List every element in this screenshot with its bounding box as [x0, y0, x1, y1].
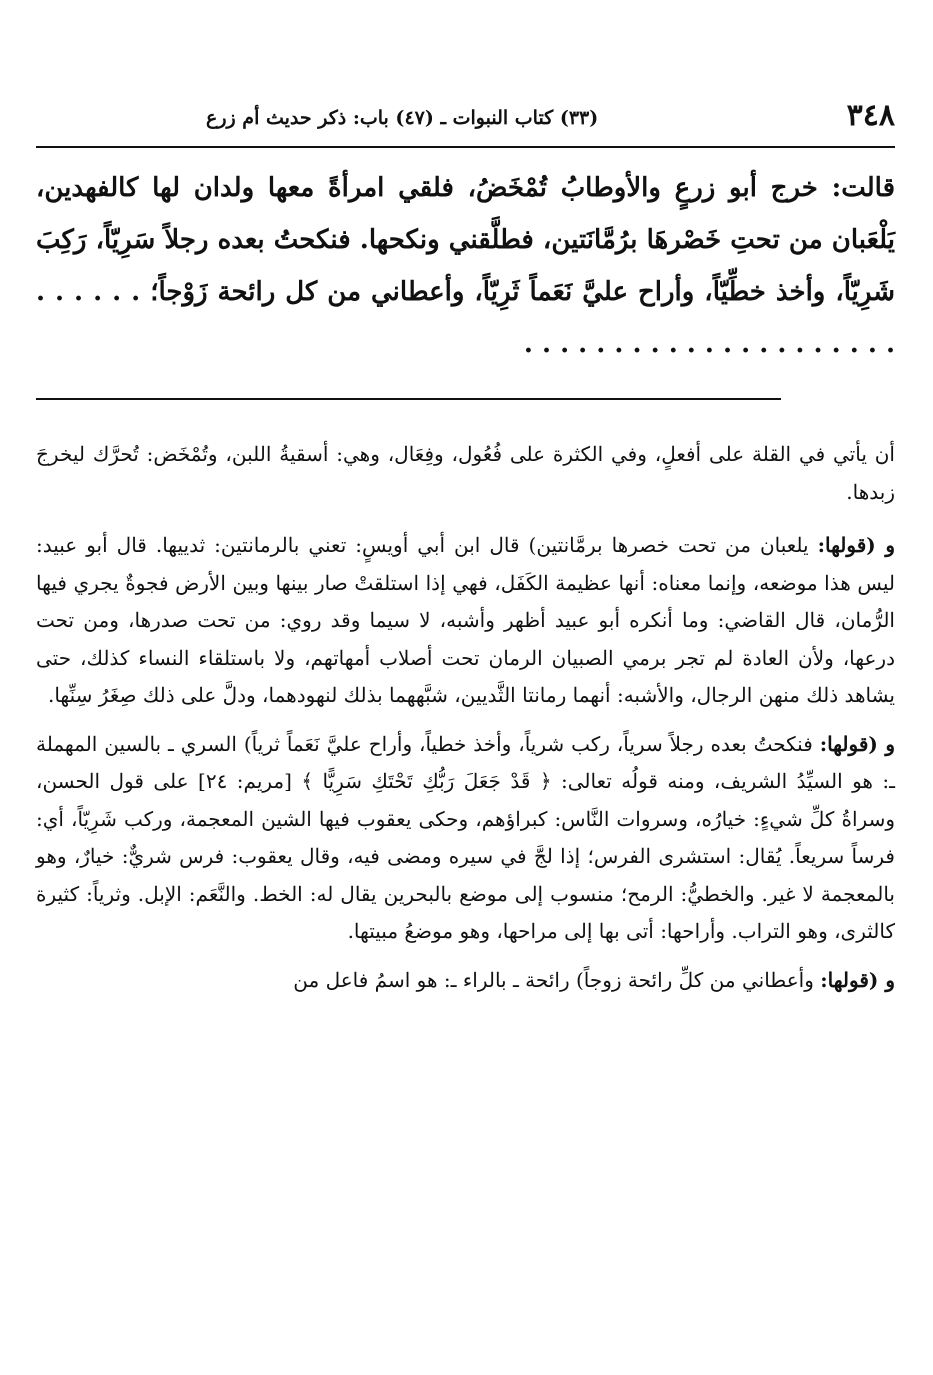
paragraph-text: يلعبان من تحت خصرها برمَّانتين) قال ابن أبي أويسٍ: تعني بالرمانتين: ثدييها. قال أبو عبيد: ليس هذا موضعه، وإنما معناه: أنها عظيمة الكَفَل، فهي إذا استلقتْ صار بينها وبين الأرض فجوةٌ يجري فيها الرُّمان، قال القاضي: وما أنكره أبو عبيد أظهر وأشبه، لا سيما وقد روي: من تحت صدرها، ومن تحت درعها، ولأن العادة لم تجر برمي الصبيان الرمان تحت أصلاب أمهاتهم، ولا باستلقاء النساء كذلك، حتى يشاهد ذلك منهن الرجال، والأشبه: أنهما رمانتا الثَّديين، شبَّههما بذلك لنهودهما، ودلَّ على ذلك صِغَرُ سِنِّها. — [36, 533, 895, 707]
commentary-paragraph — [36, 726, 895, 951]
commentary-section — [36, 436, 895, 1010]
paragraph-text: أن يأتي في القلة على أفعلٍ، وفي الكثرة على فُعُول، وفِعَال، وهي: أسقيةُ اللبن، وتُمْخَض: تُحرَّك ليخرجَ زبدها. — [36, 442, 895, 504]
hadith-paragraph — [36, 162, 895, 370]
paragraph-text: وأعطاني من كلِّ رائحة زوجاً) رائحة ـ بالراء ـ: هو اسمُ فاعل من — [293, 967, 814, 992]
paragraph-text: فنكحتُ بعده رجلاً سرياً، ركب شرياً، وأخذ خطياً، وأراح عليَّ نَعَماً ثرياً) السري ـ بالسين المهملة ـ: هو السيِّدُ الشريف، ومنه قولُه تعالى: ﴿ قَدْ جَعَلَ رَبُّكِ تَحْتَكِ سَرِيًّا ﴾ [مريم: ٢٤] على قول الحسن، وسراةُ كلِّ شيءٍ: خيارُه، وسروات النَّاس: كبراؤهم، وحكى يعقوب فيها الشين المعجمة، وركب شَرِيّاً، أي: فرساً سريعاً. يُقال: استشرى الفرس؛ إذا لجَّ في سيره ومضى فيه، وقال يعقوب: فرس شريٌّ: خيارٌ، وهو بالمعجمة لا غير. والخطيُّ: الرمح؛ منسوب إلى موضع بالبحرين يقال له: الخط. والنَّعَم: الإبل. وثرياً: كثيرة كالثرى، وهو التراب. وأراحها: أتى بها إلى مراحها، وهو موضعُ مبيتها. — [36, 731, 895, 943]
separator-rule — [36, 398, 781, 400]
hadith-text: قالت: خرج أبو زرعٍ والأوطابُ تُمْخَضُ، فلقي امرأةً معها ولدان لها كالفهدين، يَلْعَبان من تحتِ خَصْرهَا برُمَّانَتين، فطلَّقني ونكحها. فنكحتُ بعده رجلاً سَرِيّاً، رَكِبَ شَرِيّاً، وأخذ خطِّيّاً، وأراح عليَّ نَعَماً ثَرِيّاً، وأعطاني من كل رائحة زَوْجاً؛ — [36, 173, 896, 307]
ellipsis: . . . . . . . . . . . . . . . . . . . . . . . . . . . — [36, 277, 895, 359]
page-header — [36, 96, 895, 148]
paragraph-lead: و (قولها: — [819, 731, 896, 756]
paragraph-lead: و (قولها: — [817, 533, 896, 557]
paragraph-lead: و (قولها: — [820, 967, 895, 992]
commentary-paragraph — [36, 962, 895, 1000]
hadith-text-block — [36, 162, 895, 370]
commentary-paragraph — [36, 436, 895, 511]
running-title: (٣٣) كتاب النبوات ـ (٤٧) باب: ذكر حديث أم زرع — [206, 107, 599, 129]
page-number: ٣٤٨ — [846, 98, 895, 133]
commentary-paragraph — [36, 527, 895, 715]
